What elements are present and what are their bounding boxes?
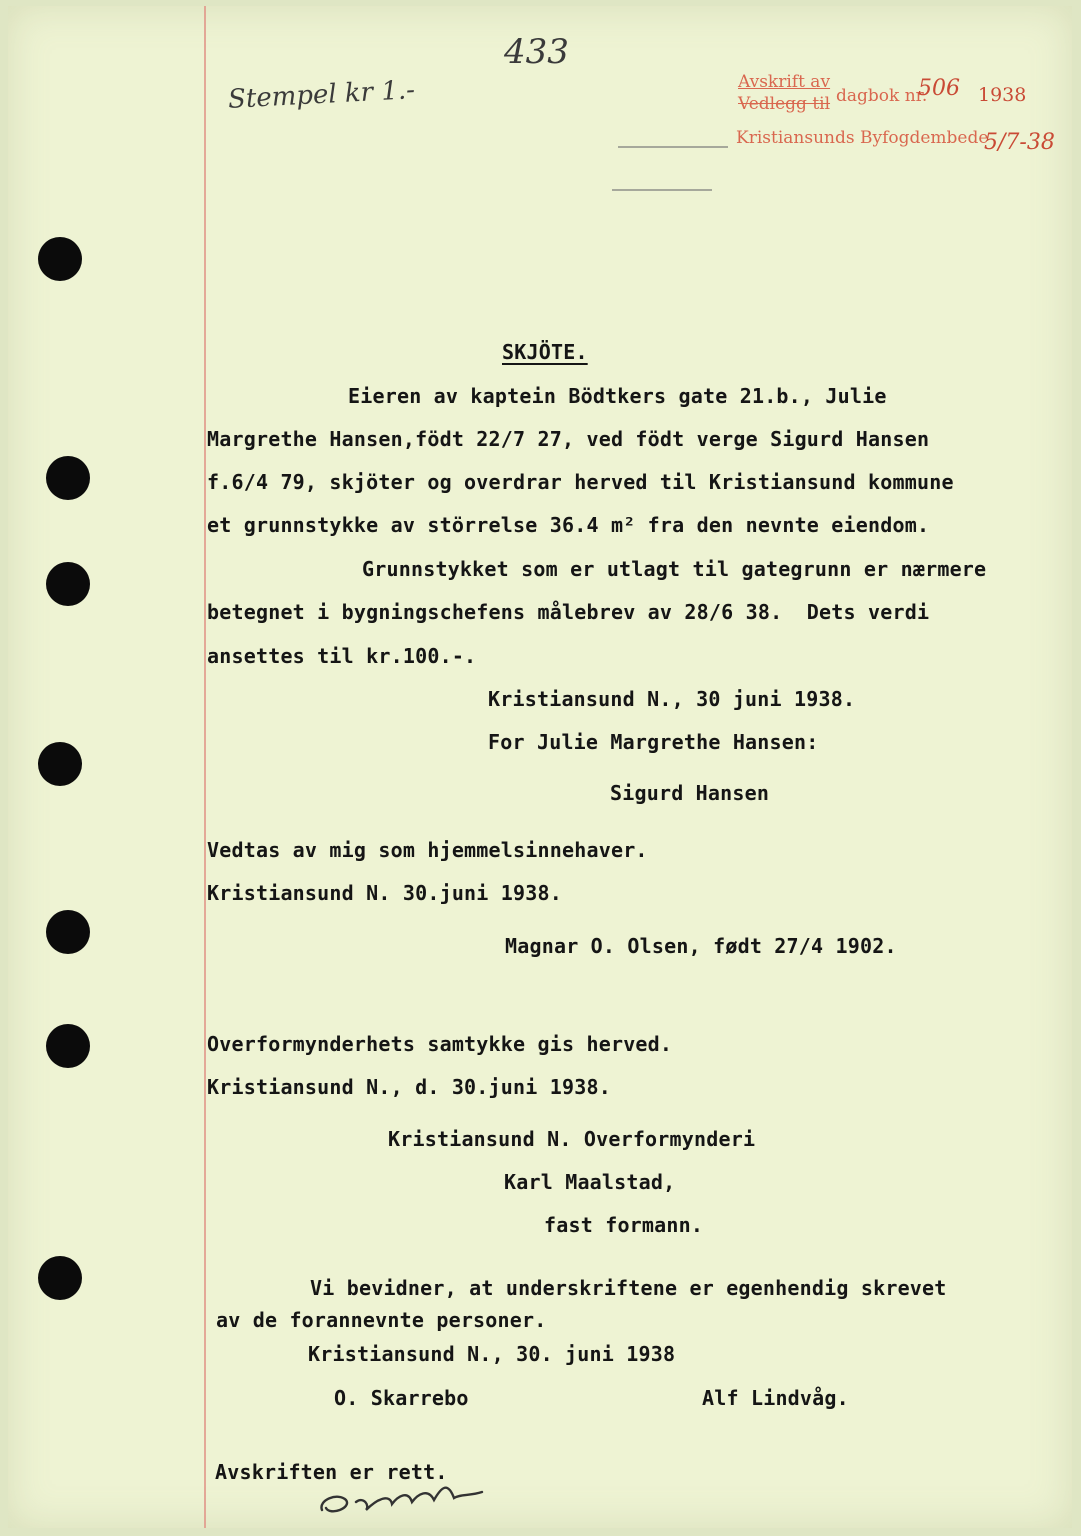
place-date: Kristiansund N., 30 juni 1938. xyxy=(488,687,856,711)
header-dash xyxy=(612,189,712,191)
place-date: Kristiansund N., d. 30.juni 1938. xyxy=(207,1075,611,1099)
punch-hole xyxy=(46,456,90,500)
page-number: 433 xyxy=(504,32,569,72)
place-date: Kristiansund N., 30. juni 1938 xyxy=(308,1342,676,1366)
paragraph1-line: et grunnstykke av störrelse 36.4 m² fra den nevnte eiendom. xyxy=(207,513,930,537)
certification-line: Avskriften er rett. xyxy=(215,1460,448,1484)
signer-name: Karl Maalstad, xyxy=(504,1170,676,1194)
punch-hole xyxy=(38,742,82,786)
acceptance-line: Vedtas av mig som hjemmelsinnehaver. xyxy=(207,838,648,862)
place-date: Kristiansund N. 30.juni 1938. xyxy=(207,881,562,905)
paragraph1-line: f.6/4 79, skjöter og overdrar herved til Kristiansund kommune xyxy=(207,470,954,494)
witness-line: Vi bevidner, at underskriftene er egenhendig skrevet xyxy=(310,1276,947,1300)
stamp-year: 1938 xyxy=(978,84,1027,106)
stamp-line1b: Vedlegg til xyxy=(738,94,831,114)
punch-hole xyxy=(46,1024,90,1068)
office-name: Kristiansund N. Overformynderi xyxy=(388,1127,756,1151)
signer-name: Magnar O. Olsen, født 27/4 1902. xyxy=(505,934,897,958)
punch-hole xyxy=(38,237,82,281)
for-line: For Julie Margrethe Hansen: xyxy=(488,730,819,754)
handwritten-signature xyxy=(308,1476,498,1526)
witness-name: O. Skarrebo xyxy=(334,1386,469,1410)
punch-hole xyxy=(46,910,90,954)
stamp-office: Kristiansunds Byfogdembede xyxy=(736,128,989,148)
stamp-fee-note: Stempel kr 1.- xyxy=(227,75,416,115)
stamp-dagbok-label: dagbok nr. xyxy=(836,86,928,106)
paragraph1-line: Margrethe Hansen,födt 22/7 27, ved födt verge Sigurd Hansen xyxy=(207,427,930,451)
punch-hole xyxy=(46,562,90,606)
witness-line: av de forannevnte personer. xyxy=(216,1308,547,1332)
stamp-dagbok-number: 506 xyxy=(918,76,960,101)
paragraph2-line: Grunnstykket som er utlagt til gategrunn er nærmere xyxy=(362,557,987,581)
document-title: SKJÖTE. xyxy=(502,340,588,364)
header-dash xyxy=(618,146,728,148)
consent-line: Overformynderhets samtykke gis herved. xyxy=(207,1032,673,1056)
signer-name: Sigurd Hansen xyxy=(610,781,770,805)
stamp-line1a: Avskrift av xyxy=(738,72,831,92)
paragraph2-line: betegnet i bygningschefens målebrev av 28/6 38. Dets verdi xyxy=(207,600,930,624)
paragraph1-line: Eieren av kaptein Bödtkers gate 21.b., Julie xyxy=(348,384,887,408)
document-page xyxy=(8,6,1072,1528)
punch-hole xyxy=(38,1256,82,1300)
paragraph2-line: ansettes til kr.100.-. xyxy=(207,644,477,668)
witness-name: Alf Lindvåg. xyxy=(702,1386,849,1410)
stamp-office-date: 5/7-38 xyxy=(984,130,1055,155)
margin-line xyxy=(204,6,206,1528)
signer-title: fast formann. xyxy=(544,1213,704,1237)
